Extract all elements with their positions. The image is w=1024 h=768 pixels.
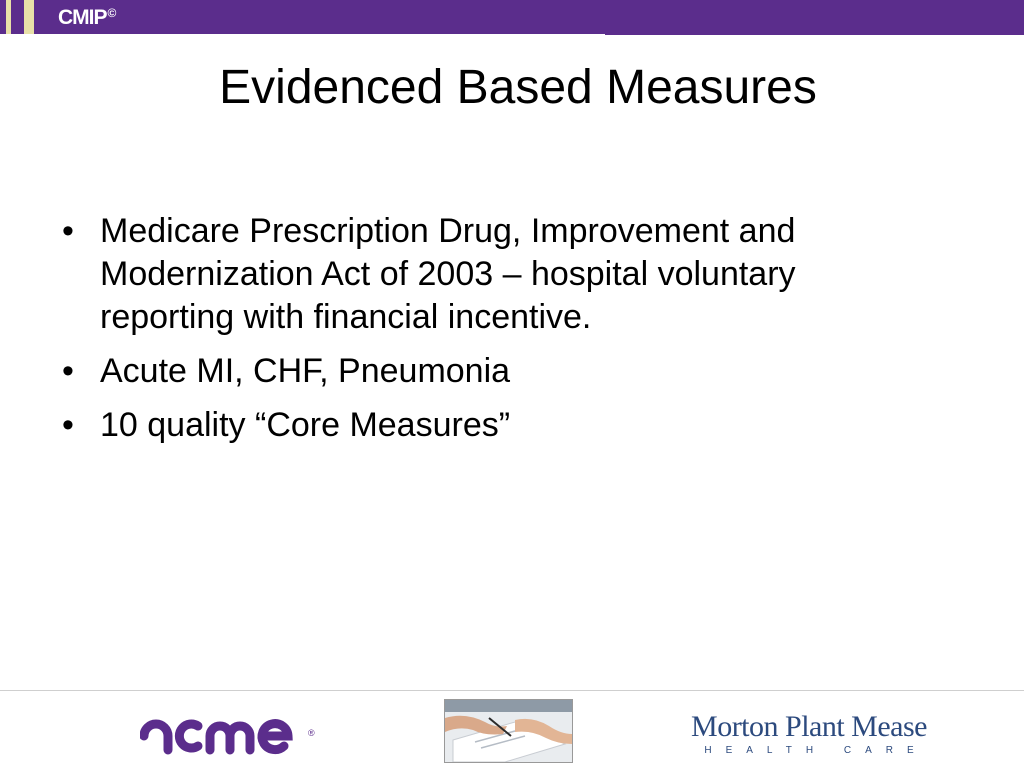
bullet-text: 10 quality “Core Measures” [100, 406, 511, 444]
photo-illustration [445, 700, 572, 762]
brand-text: CMIP [58, 6, 107, 29]
slide-title: Evidenced Based Measures [219, 61, 817, 114]
footer-divider [0, 690, 1024, 691]
brand-copyright: © [107, 6, 116, 20]
acme-logo [140, 712, 320, 756]
svg-text:®: ® [308, 728, 315, 738]
morton-plant-mease-logo [676, 712, 942, 756]
bullet-text: Acute MI, CHF, Pneumonia [100, 352, 511, 390]
bullet-item [58, 350, 938, 393]
header-stripe [6, 0, 11, 34]
bullet-glyph: • [62, 406, 74, 444]
mpm-name: Morton Plant Mease [691, 710, 927, 743]
bullet-text: Medicare Prescription Drug, Improvement and Modernization Act of 2003 – hospital voluntary reporting with financial incentive. [100, 212, 796, 336]
bullet-glyph: • [62, 352, 74, 390]
mpm-tagline: HEALTH CARE [704, 745, 928, 756]
header-bar [0, 0, 1024, 34]
hands-writing-photo [444, 699, 573, 763]
header-stripe [24, 0, 34, 34]
header-underline [605, 33, 1024, 35]
bullet-glyph: • [62, 212, 74, 250]
bullet-item [58, 210, 938, 339]
bullet-list [58, 210, 938, 458]
brand-logo [58, 6, 115, 30]
bullet-item [58, 404, 938, 447]
